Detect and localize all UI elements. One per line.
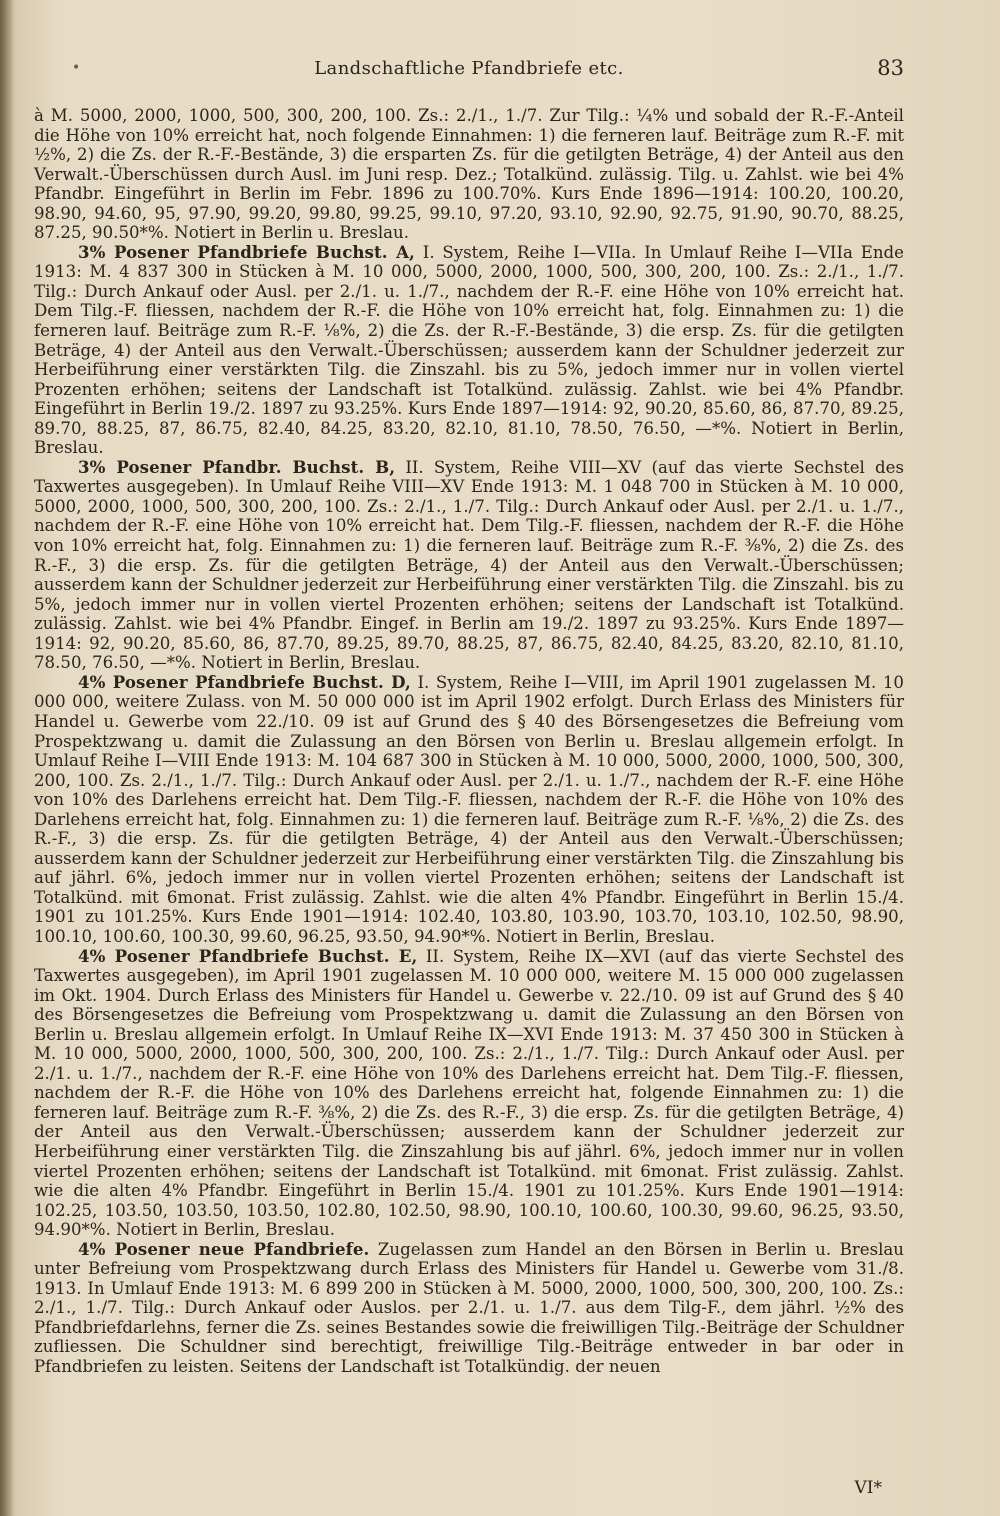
paragraph-heading: 4% Posener neue Pfandbriefe. [78,1238,370,1259]
header-title: Landschaftliche Pfandbriefe etc. [314,58,624,79]
paragraph-posener-4-buchst-e [34,947,904,1240]
paragraph-text: I. System, Reihe I—VIII, im April 1901 zugelassen M. 10 000 000, weitere Zulass. von M. 50 000 000 ist im April 1902 erfolgt. Durch Erlass des Ministers für Handel u. Gewerbe vom 22./10. 09 ist auf Grund des § 40 des Börsengesetzes die Befreiung vom Prospektzwang u. damit die Zulassung an den Börsen von Berlin u. Breslau allgemein erfolgt. In Umlauf Reihe I—VIII Ende 1913: M. 104 687 300 in Stücken à M. 10 000, 5000, 2000, 1000, 500, 300, 200, 100. Zs. 2./1., 1./7. Tilg.: Durch Ankauf oder Ausl. per 2./1. u. 1./7., nachdem der R.-F. eine Höhe von 10% des Darlehens erreicht hat. Dem Tilg.-F. fliessen, nachdem der R.-F. die Höhe von 10% des Darlehens erreicht hat, folg. Einnahmen zu: 1) die ferneren lauf. Beiträge zum R.-F. ⅛%, 2) die Zs. des R.-F., 3) die ersp. Zs. für die getilgten Beträge, 4) der Anteil aus den Verwalt.-Überschüssen; ausserdem kann der Schuldner jederzeit zur Herbeiführung einer verstärkten Tilg. die Zinszahlung bis auf jährl. 6%, jedoch immer nur in vollen viertel Prozenten erhöhen; seitens der Landschaft ist Totalkünd. mit 6monat. Frist zulässig. Zahlst. wie die alten 4% Pfandbr. Eingeführt in Berlin 15./4. 1901 zu 101.25%. Kurs Ende 1901—1914: 102.40, 103.80, 103.90, 103.70, 103.10, 102.50, 98.90, 100.10, 100.60, 100.30, 99.60, 96.25, 93.50, 94.90*%. Notiert in Berlin, Breslau. [34,672,904,946]
binding-shadow [0,0,14,1516]
printer-signature: VI* [854,1478,882,1498]
paragraph-posener-3-buchst-b [34,458,904,673]
paragraph-text: I. System, Reihe I—VIIa. In Umlauf Reihe I—VIIa Ende 1913: M. 4 837 300 in Stücken à M. 10 000, 5000, 2000, 1000, 500, 300, 200, 100. Zs.: 2./1., 1./7. Tilg.: Durch Ankauf oder Ausl. per 2./1. u. 1./7., nachdem der R.-F. eine Höhe von 10% erreicht hat. Dem Tilg.-F. fliessen, nachdem der R.-F. die Höhe von 10% erreicht hat, folg. Einnahmen zu: 1) die ferneren lauf. Beiträge zum R.-F. ⅛%, 2) die Zs. der R.-F.-Bestände, 3) die ersp. Zs. für die getilgten Beträge, 4) der Anteil aus den Verwalt.-Überschüssen; ausserdem kann der Schuldner jederzeit zur Herbeiführung einer verstärkten Tilg. die Zinszahl. bis zu 5%, jedoch immer nur in vollen viertel Prozenten erhöhen; seitens der Landschaft ist Totalkünd. zulässig. Zahlst. wie bei 4% Pfandbr. Eingeführt in Berlin 19./2. 1897 zu 93.25%. Kurs Ende 1897—1914: 92, 90.20, 85.60, 86, 87.70, 89.25, 89.70, 88.25, 87, 86.75, 82.40, 84.25, 83.20, 82.10, 81.10, 78.50, 76.50, —*%. Notiert in Berlin, Breslau. [34,242,904,458]
paragraph-heading: 3% Posener Pfandbr. Buchst. B, [78,456,396,477]
paragraph-posener-3-buchst-a [34,243,904,458]
paragraph-heading: 3% Posener Pfandbriefe Buchst. A, [78,241,415,262]
paragraph-text: à M. 5000, 2000, 1000, 500, 300, 200, 100. Zs.: 2./1., 1./7. Zur Tilg.: ¼% und sobald der R.-F.-Anteil die Höhe von 10% erreicht hat, noch folgende Einnahmen: 1) die ferneren lauf. Beiträge zum R.-F. mit ½%, 2) die Zs. der R.-F.-Bestände, 3) die ersparten Zs. für die getilgten Beträge, 4) der Anteil aus den Verwalt.-Überschüssen durch Ausl. im Juni resp. Dez.; Totalkünd. zulässig. Tilg. u. Zahlst. wie bei 4% Pfandbr. Eingeführt in Berlin im Febr. 1896 zu 100.70%. Kurs Ende 1896—1914: 100.20, 100.20, 98.90, 94.60, 95, 97.90, 99.20, 99.80, 99.25, 99.10, 97.20, 93.10, 92.90, 92.75, 91.90, 90.70, 88.25, 87.25, 90.50*%. Notiert in Berlin u. Breslau. [34,106,904,243]
paragraph-posener-4-neue [34,1240,904,1377]
paragraph-continuation [34,106,904,243]
page-body [34,106,904,1377]
paragraph-posener-4-buchst-d [34,673,904,947]
running-header [34,58,904,88]
header-dot: • [72,60,81,76]
paragraph-heading: 4% Posener Pfandbriefe Buchst. D, [78,671,411,692]
paragraph-heading: 4% Posener Pfandbriefe Buchst. E, [78,945,418,966]
paragraph-text: Zugelassen zum Handel an den Börsen in Berlin u. Breslau unter Befreiung vom Prospektzwang durch Erlass des Ministers für Handel u. Gewerbe vom 31./8. 1913. In Umlauf Ende 1913: M. 6 899 200 in Stücken à M. 5000, 2000, 1000, 500, 300, 200, 100. Zs.: 2./1., 1./7. Tilg.: Durch Ankauf oder Auslos. per 2./1. u. 1./7. aus dem Tilg-F., dem jährl. ½% des Pfandbriefdarlehns, ferner die Zs. seines Bestandes sowie die freiwilligen Tilg.-Beiträge der Schuldner zufliessen. Die Schuldner sind berechtigt, freiwillige Tilg.-Beiträge entweder in bar oder in Pfandbriefen zu leisten. Seitens der Landschaft ist Totalkündig. der neuen [34,1239,904,1376]
paragraph-text: II. System, Reihe VIII—XV (auf das vierte Sechstel des Taxwertes ausgegeben). In Umlauf Reihe VIII—XV Ende 1913: M. 1 048 700 in Stücken à M. 10 000, 5000, 2000, 1000, 500, 300, 200, 100. Zs.: 2./1., 1./7. Tilg.: Durch Ankauf oder Ausl. per 2./1. u. 1./7., nachdem der R.-F. eine Höhe von 10% erreicht hat. Dem Tilg.-F. fliessen, nachdem der R.-F. die Höhe von 10% erreicht hat, folg. Einnahmen zu: 1) die ferneren lauf. Beiträge zum R.-F. ⅜%, 2) die Zs. des R.-F., 3) die ersp. Zs. für die getilgten Beträge, 4) der Anteil aus den Verwalt.-Überschüssen; ausserdem kann der Schuldner jederzeit zur Herbeiführung einer verstärkten Tilg. die Zinszahl. bis zu 5%, jedoch immer nur in vollen viertel Prozenten erhöhen; seitens der Landschaft ist Totalkünd. zulässig. Zahlst. wie bei 4% Pfandbr. Eingef. in Berlin am 19./2. 1897 zu 93.25%. Kurs Ende 1897—1914: 92, 90.20, 85.60, 86, 87.70, 89.25, 89.70, 88.25, 87, 86.75, 82.40, 84.25, 83.20, 82.10, 81.10, 78.50, 76.50, —*%. Notiert in Berlin, Breslau. [34,457,905,673]
paragraph-text: II. System, Reihe IX—XVI (auf das vierte Sechstel des Taxwertes ausgegeben), im April 1901 zugelassen M. 10 000 000, weitere M. 15 000 000 zugelassen im Okt. 1904. Durch Erlass des Ministers für Handel u. Gewerbe v. 22./10. 09 ist auf Grund des § 40 des Börsengesetzes die Befreiung vom Prospektzwang u. damit die Zulassung an den Börsen von Berlin u. Breslau allgemein erfolgt. In Umlauf Reihe IX—XVI Ende 1913: M. 37 450 300 in Stücken à M. 10 000, 5000, 2000, 1000, 500, 300, 200, 100. Zs.: 2./1., 1./7. Tilg.: Durch Ankauf oder Ausl. per 2./1. u. 1./7., nachdem der R.-F. eine Höhe von 10% des Darlehens erreicht hat. Dem Tilg.-F. fliessen, nachdem der R.-F. die Höhe von 10% des Darlehens erreicht hat, folgende Einnahmen zu: 1) die ferneren lauf. Beiträge zum R.-F. ⅜%, 2) die Zs. des R.-F., 3) die ersp. Zs. für die getilgten Beträge, 4) der Anteil aus den Verwalt.-Überschüssen; ausserdem kann der Schuldner jederzeit zur Herbeiführung einer verstärkten Tilg. die Zinszahlung bis auf jährl. 6%, jedoch immer nur in vollen viertel Prozenten erhöhen; seitens der Landschaft ist Totalkünd. mit 6monat. Frist zulässig. Zahlst. wie die alten 4% Pfandbr. Eingeführt in Berlin 15./4. 1901 zu 101.25%. Kurs Ende 1901—1914: 102.25, 103.50, 103.50, 103.50, 102.80, 102.50, 98.90, 100.10, 100.60, 100.30, 99.60, 96.25, 93.50, 94.90*%. Notiert in Berlin, Breslau. [34,946,904,1240]
page-number: 83 [877,56,904,80]
